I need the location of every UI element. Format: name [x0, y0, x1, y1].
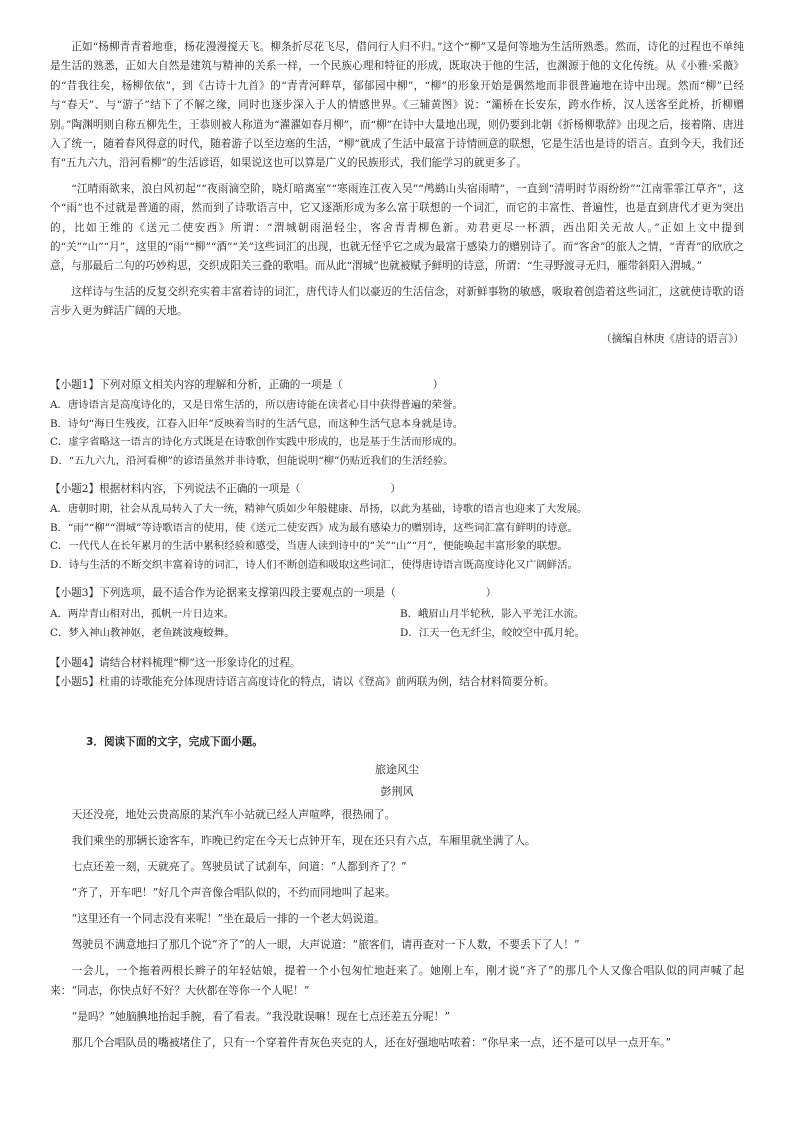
passage-paragraph: 这样诗与生活的反复交织充实着丰富着诗的词汇，唐代诗人们以豪迈的生活信念，对新鲜事物的敏感，吸取着创造着这些词汇，这就使诗歌的语言步入更为鲜活广阔的天地。: [50, 285, 744, 318]
passage-2: [50, 38, 744, 349]
story-author: 彭荆风: [380, 785, 414, 798]
story-paragraph: “是吗？”她脑腆地抬起手腕，看了看表。“我没耽误嘛！现在七点还差五分呢！”: [71, 1010, 450, 1023]
option-b: B．峨眉山月半轮秋，影入平羌江水流。: [400, 608, 585, 620]
question-stem-close: ）: [485, 587, 497, 599]
option-c: C．一代代人在长年累月的生活中累积经验和感受，当唐人读到诗中的“关”“山”“月”，便能唤起丰富形象的联想。: [50, 540, 568, 553]
option-a: A．两岸青山相对出，孤帆一片日边来。: [50, 608, 235, 620]
option-d: D．诗与生活的不断交织丰富着诗的词汇，诗人们不断创造和吸取这些词汇，使得唐诗语言既高度诗化又广阔鲜活。: [50, 558, 578, 571]
question-stem: [50, 584, 744, 603]
question-stem-text: 【小题1】下列对原文相关内容的理解和分析，正确的一项是（: [50, 379, 343, 391]
story-paragraph: 一会儿，一个拖着两根长辫子的年轻姑娘，提着一个小包匆忙地赶来了。她刚上车，刚才说“齐了”的那几个人又像合唱队似的同声喊了起来：“同志，你快点好不好？大伙都在等你一个人呢！”: [50, 964, 744, 997]
section-3: [50, 734, 744, 1053]
question-4: 【小题4】请结合材料梳理“柳”这一形象诗化的过程。: [50, 657, 301, 669]
question-2: [50, 480, 744, 574]
section-heading: 3．阅读下面的文字，完成下面小题。: [86, 736, 263, 748]
story-paragraph: 我们乘坐的那辆长途客车，昨晚已约定在今天七点钟开车，现在还只有六点，车厢里就坐满了人。: [71, 834, 536, 847]
story-paragraph: 七点还差一刻，天就亮了。驾驶员试了试刹车，问道：“人都到齐了？”: [71, 860, 407, 873]
question-stem: [50, 376, 744, 395]
story-paragraph: 那几个合唱队员的嘴被堵住了，只有一个穿着件青灰色夹克的人，还在好强地咕哝着：“你早来一点，还不是可以早一点开车。”: [71, 1036, 672, 1049]
option-b: B．诗句“海日生残夜，江春入旧年”反映着当时的生活气息，而这种生活气息本身就是诗。: [50, 417, 464, 430]
option-b: B．“雨”“柳”“渭城”等诗歌语言的使用，使《送元二使安西》成为最有感染力的赠别诗，这些词汇富有鲜明的诗意。: [50, 521, 578, 534]
question-stem-close: ）: [390, 483, 401, 495]
option-c: C．虚字省略这一语言的诗化方式既是在诗歌创作实践中形成的，也是基于生活而形成的。: [50, 436, 464, 449]
question-stem: [50, 480, 744, 499]
questions-4-5: [50, 654, 744, 692]
question-stem-close: ）: [432, 379, 444, 391]
option-c: C．梦入神山教神妪，老鱼跳波瘦蛟舞。: [50, 626, 235, 639]
question-1: [50, 376, 744, 470]
passage-paragraph: “江晴雨欲来，浪白风初起”“夜雨滴空阶，晓灯暗离室”“寒雨连江夜入吴”“鸬鹚山头宿雨晴”，一直到“清明时节雨纷纷”“江南霏霏江草齐”，这个“雨”也不过就是普通的雨，然而到了诗歌语言中，它又逐渐形成为多么富于联想的一个词汇，而它的丰富性、普遍性，也是直到唐代才更为突出的，比如王维的《送元二使安西》所谓：“渭城朝雨浥轻尘，客舍青青柳色新。劝君更尽一杯酒，西出阳关无故人。”正如上文中提到的“关”“山”“月”，这里的“雨”“柳”“酒”“关”这些词汇的出现，也就无怪乎它之成为最富于感染力的赠别诗了。而“客舍”的旅人之情，“青青”的欣欣之意，与那最后二句的巧妙构思，交织成阳关三叠的歌唱。而从此“渭城”也就被赋予鲜明的诗意，所谓：“生寻野渡寻无归，雁带斜阳入渭城。”: [50, 182, 744, 273]
question-3: [50, 584, 744, 642]
story-paragraph: 天还没亮，地处云贵高原的某汽车小站就已经人声喧哗，很热闹了。: [71, 808, 396, 821]
question-stem-text: 【小题3】下列选项，最不适合作为论据来支撑第四段主要观点的一项是（: [50, 587, 396, 599]
story-paragraph: “齐了，开车吧！”好几个声音像合唱队似的，不约而同地叫了起来。: [71, 886, 396, 899]
option-a: A．唐诗语言是高度诗化的，又是日常生活的，所以唐诗能在读者心目中获得普遍的荣誉。: [50, 399, 463, 411]
option-d: D．“五九六九，沿河看柳”的谚语虽然并非诗歌，但能说明“柳”仍贴近我们的生活经验。: [50, 454, 454, 467]
question-stem-text: 【小题2】根据材料内容，下列说法不正确的一项是（: [50, 483, 301, 495]
story-title: 旅途风尘: [375, 763, 419, 776]
question-5: 【小题5】杜甫的诗歌能充分体现唐诗语言高度诗化的特点，请以《登高》前两联为例，结合材料简要分析。: [50, 676, 555, 688]
story-paragraph: “这里还有一个同志没有来呢！”坐在最后一排的一个老大妈说道。: [71, 912, 385, 925]
story-body: [50, 805, 744, 1053]
story-paragraph: 驾驶员不满意地扫了那几个说“齐了”的人一眼，大声说道：“旅客们，请再查对一下人数，不要丢下了人！”: [71, 938, 580, 951]
option-a: A．唐朝时期，社会从乱局转入了大一统，精神气质如少年般健康、昂扬，以此为基础，诗歌的语言也迎来了大发展。: [50, 503, 588, 515]
option-grid: [50, 605, 744, 642]
passage-source: （摘编自林庚《唐诗的语言》）: [600, 332, 744, 345]
option-d: D．江天一色无纤尘，皎皎空中孤月轮。: [400, 626, 585, 639]
passage-paragraph: 正如“杨柳青青着地垂，杨花漫漫搅天飞。柳条折尽花飞尽，借问行人归不归。”这个“柳”又是何等地为生活所熟悉。然而，诗化的过程也不单纯是生活的熟悉，正如大自然是建筑与精神的关系一样，一个民族心理和特征的形成，既取决于他的生活，也渊源于他的文化传统。从《小雅·采薇》的“昔我往矣，杨柳依依”，到《古诗十九首》的“青青河畔草，郁郁园中柳”，“柳”的形象开始是偶然地而非很普遍地在诗中出现。然而“柳”已经与“春天”、与“游子”结下了不解之缘，同时也逐步深入于人的情感世界。《三辅黄图》说：“灞桥在长安东，跨水作桥，汉人送客至此桥，折柳赠别。”陶渊明则自称五柳先生，王恭则被人称道为“濯濯如春月柳”，而“柳”在诗中大量地出现，则仍要到北朝《折杨柳歌辞》出现之后，接着隋、唐进入了统一，随着春风得意的时代，随着游子以至边塞的生活，“柳”就成了生活中最富于诗情画意的联想，它是生活也是诗的语言。直到今天，我们还有“五九六九，沿河看柳”的生活谚语，如果说这也可以算是广义的民族形式，我们能学习的就更多了。: [50, 41, 744, 170]
